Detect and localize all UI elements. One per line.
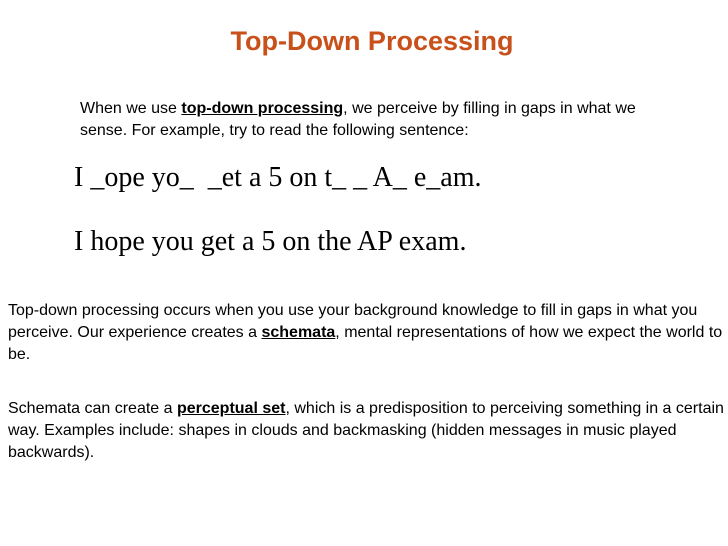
paragraph-perceptual-set-before: Schemata can create a [8, 400, 177, 417]
term-perceptual-set: perceptual set [176, 400, 286, 417]
page-title: Top-Down Processing [230, 26, 514, 56]
paragraph-perceptual-set [8, 398, 724, 464]
paragraph-schemata-after: , mental representations of how we expect the world to be. [8, 324, 723, 363]
term-schemata: schemata [261, 324, 336, 341]
complete-sentence: I hope you get a 5 on the AP exam. [74, 226, 467, 257]
paragraph-schemata [8, 300, 724, 366]
intro-text-before: When we use [80, 100, 182, 117]
paragraph-schemata-before: Top-down processing occurs when you use your background knowledge to fill in gaps in what you perceive. Our experience creates a [8, 302, 698, 341]
paragraph-perceptual-set-after: , which is a predisposition to perceiving something in a certain way. Examples include: shapes in clouds and backmasking (hidden messages in music played backwards). [8, 400, 724, 461]
term-top-down-processing: top-down processing [181, 100, 344, 117]
intro-text-after: , we perceive by filling in gaps in what we sense. For example, try to read the following sentence: [80, 100, 636, 139]
gapped-sentence: I _ope yo_ _et a 5 on t_ _ A_ e_am. [74, 162, 482, 193]
intro-text [80, 98, 680, 142]
